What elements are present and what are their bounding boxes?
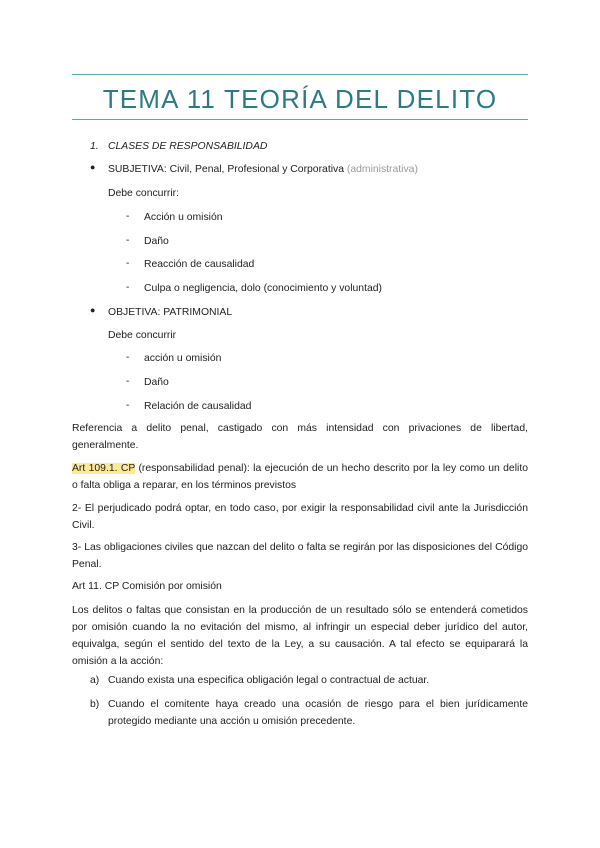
paragraph-referencia: Referencia a delito penal, castigado con más intensidad con privaciones de libertad, generalmente. bbox=[72, 423, 528, 451]
section-heading: CLASES DE RESPONSABILIDAD bbox=[108, 141, 268, 152]
dash-icon: - bbox=[126, 235, 130, 246]
dash-icon: - bbox=[126, 258, 130, 269]
subjetiva-label: SUBJETIVA: Civil, Penal, Profesional y Corporativa bbox=[108, 164, 344, 175]
dash-icon: - bbox=[126, 400, 130, 411]
list-item: Acción u omisión bbox=[144, 212, 223, 223]
dash-icon: - bbox=[126, 211, 130, 222]
list-item: Culpa o negligencia, dolo (conocimiento y voluntad) bbox=[144, 283, 382, 294]
subjetiva-intro: Debe concurrir: bbox=[108, 188, 180, 199]
objetiva-intro: Debe concurrir bbox=[108, 330, 177, 341]
art109-reference: Art 109.1. CP bbox=[72, 463, 136, 474]
list-marker: b) bbox=[90, 699, 100, 710]
bullet-icon: ● bbox=[90, 305, 96, 315]
list-item: Relación de causalidad bbox=[144, 401, 252, 412]
art11-heading: Art 11. CP Comisión por omisión bbox=[72, 581, 222, 592]
subjetiva-line bbox=[108, 161, 418, 178]
page-title: TEMA 11 TEORÍA DEL DELITO bbox=[102, 84, 498, 114]
list-item: Reacción de causalidad bbox=[144, 259, 255, 270]
paragraph-art109 bbox=[72, 460, 528, 494]
list-item: Daño bbox=[144, 377, 169, 388]
list-item: Daño bbox=[144, 236, 169, 247]
list-marker: a) bbox=[90, 675, 100, 686]
subjetiva-note: (administrativa) bbox=[346, 164, 418, 175]
dash-icon: - bbox=[126, 376, 130, 387]
dash-icon: - bbox=[126, 282, 130, 293]
section-number: 1. bbox=[90, 141, 99, 152]
list-item: Cuando exista una especifica obligación legal o contractual de actuar. bbox=[108, 675, 430, 686]
list-item: acción u omisión bbox=[144, 353, 222, 364]
bullet-icon: ● bbox=[90, 162, 96, 172]
paragraph-3: 3- Las obligaciones civiles que nazcan del delito o falta se regirán por las disposiciones del Código Penal. bbox=[72, 542, 528, 570]
title-top-rule bbox=[72, 74, 528, 75]
paragraph-delitos: Los delitos o faltas que consistan en la producción de un resultado sólo se entenderá cometidos por omisión cuando la no evitación del mismo, al infringir un especial deber jurídico del autor, equivalga, según el sentido del texto de la Ley, a su causación. A tal efecto se equiparará la omisión a la acción: bbox=[72, 605, 528, 667]
title-bottom-rule bbox=[72, 119, 528, 120]
paragraph-2: 2- El perjudicado podrá optar, en todo caso, por exigir la responsabilidad civil ante la Jurisdicción Civil. bbox=[72, 503, 528, 531]
objetiva-label: OBJETIVA: PATRIMONIAL bbox=[108, 307, 233, 318]
list-item: Cuando el comitente haya creado una ocasión de riesgo para el bien jurídicamente protegido mediante una acción u omisión precedente. bbox=[108, 699, 528, 727]
dash-icon: - bbox=[126, 352, 130, 363]
art109-text: (responsabilidad penal): la ejecución de un hecho descrito por la ley como un delito o falta obliga a reparar, en los términos previstos bbox=[72, 463, 528, 491]
